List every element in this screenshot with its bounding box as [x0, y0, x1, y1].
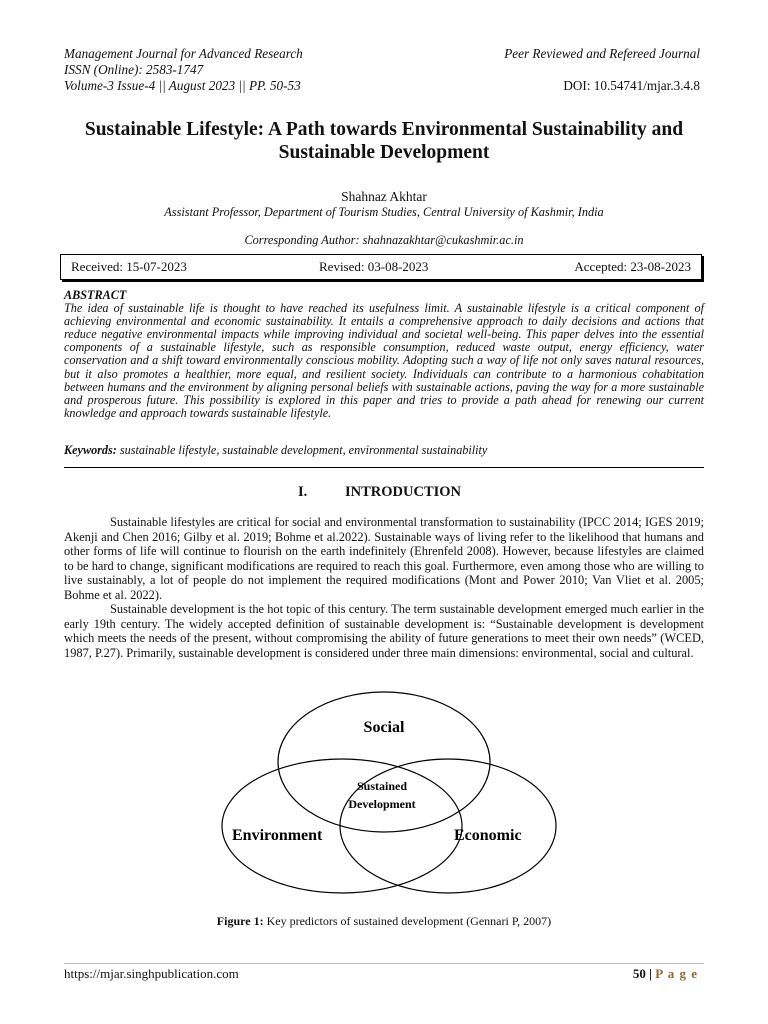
dates-box — [60, 254, 702, 280]
doi[interactable]: DOI: 10.54741/mjar.3.4.8 — [563, 78, 700, 93]
keywords-text: sustainable lifestyle, sustainable development, environmental sustainability — [116, 443, 488, 457]
page-sep: | — [645, 966, 656, 981]
figure-caption — [64, 914, 704, 929]
author-affiliation: Assistant Professor, Department of Tourism Studies, Central University of Kashmir, India — [164, 205, 604, 219]
social-circle — [278, 692, 490, 832]
journal-issn: ISSN (Online): 2583-1747 — [64, 62, 204, 77]
review-label: Peer Reviewed and Refereed Journal — [504, 46, 700, 61]
journal-volume: Volume-3 Issue-4 || August 2023 || PP. 50-53 — [64, 78, 301, 93]
abstract-text: The idea of sustainable life is thought to have reached its usefulness limit. A sustainable lifestyle is a critical component of achieving environmental and economic sustainability. It entails a comprehensive approach to daily decisions and actions that reduce negative environmental impacts while improving individual and societal well-being. This paper delves into the essential components of a sustainable lifestyle, such as responsible consumption, reduced waste output, energy efficiency, water conservation and a shift toward environmentally conscious mobility. Adopting such a way of life not only saves natural resources, but it also promotes a healthier, more equal, and resilient society. Individuals can contribute to a harmonious cohabitation between humans and the environment by aligning personal beliefs with sustainable actions, paving the way for a more sustainable and prosperous future. This possibility is explored in this paper and tries to provide a path ahead for renewing our current knowledge and approach towards sustainable lifestyle. — [64, 301, 704, 420]
abstract — [64, 289, 704, 420]
social-label: Social — [363, 719, 405, 736]
center-label-line-1: Sustained — [356, 779, 408, 793]
keywords-label: Keywords: — [64, 443, 117, 457]
section-number: I. — [298, 484, 308, 500]
footer-divider — [64, 963, 704, 964]
paper-title — [40, 118, 728, 164]
title-line-2: Sustainable Development — [278, 142, 490, 163]
intro-paragraph-1: Sustainable lifestyles are critical for social and environmental transformation to sustainability (IPCC 2014; IGES 2019; Akenji and Chen 2016; Gilby et al. 2019; Bohme et al.2022). Sustainable ways of living refer to the likelihood that humans and other forms of life will continue to flourish on the earth indefinitely (Ehrenfeld 2008). However, because lifestyles are claimed to be hard to change, significant modifications are required to reach this goal. Furthermore, even among those who are willing to live sustainably, a lot of people do not implement the required modifications (Mont and Power 2010; Van Vliet et al. 2005; Bohme et al. 2022). — [64, 515, 704, 602]
title-line-1: Sustainable Lifestyle: A Path towards Environmental Sustainability and — [84, 119, 684, 140]
section-divider — [64, 467, 704, 468]
intro-paragraph-2: Sustainable development is the hot topic of this century. The term sustainable development emerged much earlier in the early 19th century. The widely accepted definition of sustainable development is: “Sustainable development is development which meets the needs of the present, without compromising the ability of future generations to meet their own needs” (WCED, 1987, P.27). Primarily, sustainable development is considered under three main dimensions: environmental, social and cultural. — [64, 602, 704, 660]
author-name: Shahnaz Akhtar — [341, 189, 427, 204]
venn-diagram — [210, 690, 560, 900]
corresponding-author[interactable]: Corresponding Author: shahnazakhtar@cukashmir.ac.in — [244, 233, 524, 247]
footer-url[interactable]: https://mjar.singhpublication.com — [64, 966, 239, 981]
keywords — [64, 443, 704, 458]
journal-name: Management Journal for Advanced Research — [64, 46, 303, 61]
figure-caption-label: Figure 1: — [216, 914, 264, 928]
revised-date: Revised: 03-08-2023 — [319, 259, 429, 274]
intro-body — [64, 515, 704, 660]
figure-caption-text: Key predictors of sustained development (Gennari P, 2007) — [263, 914, 552, 928]
accepted-date: Accepted: 23-08-2023 — [574, 259, 691, 274]
economic-label: Economic — [454, 827, 522, 844]
center-label-line-2: Development — [348, 797, 416, 811]
abstract-heading: ABSTRACT — [64, 288, 127, 302]
page-word: P a g e — [655, 966, 698, 981]
page-number-value: 50 — [632, 966, 646, 981]
environment-label: Environment — [232, 827, 323, 844]
page-number — [633, 966, 698, 982]
section-title: INTRODUCTION — [345, 484, 462, 500]
received-date: Received: 15-07-2023 — [71, 259, 187, 274]
